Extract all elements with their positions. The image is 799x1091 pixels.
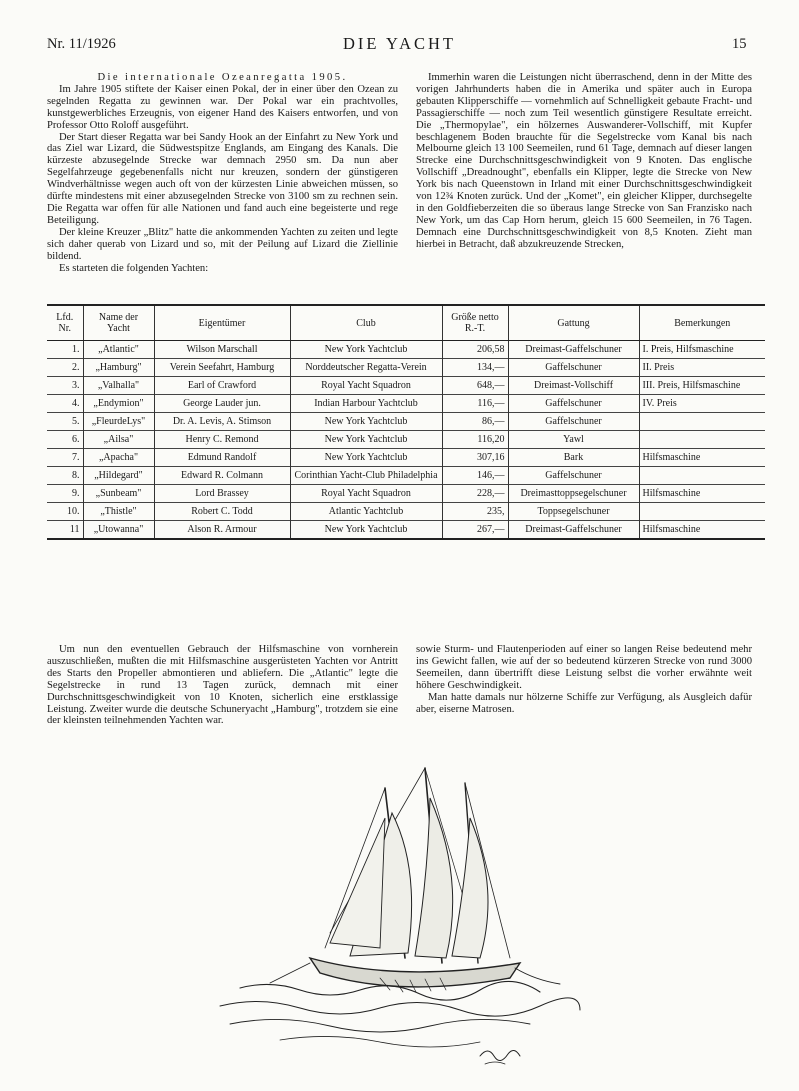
club-cell: New York Yachtclub [290, 341, 442, 359]
yacht-name-cell: „Utowanna" [83, 521, 154, 540]
yacht-name-cell: „Valhalla" [83, 377, 154, 395]
size-cell: 648,— [442, 377, 508, 395]
size-cell: 235, [442, 503, 508, 521]
size-cell: 206,58 [442, 341, 508, 359]
table-row [47, 485, 765, 503]
remarks-cell: II. Preis [639, 359, 765, 377]
yacht-name-cell: „Hamburg" [83, 359, 154, 377]
size-cell: 267,— [442, 521, 508, 540]
club-cell: New York Yachtclub [290, 521, 442, 540]
size-cell: 307,16 [442, 449, 508, 467]
row-nr-cell: 11 [69, 524, 80, 535]
owner-cell: Alson R. Armour [154, 521, 290, 540]
remarks-cell [639, 413, 765, 431]
club-cell: Atlantic Yachtclub [290, 503, 442, 521]
yacht-name-cell: „Atlantic" [83, 341, 154, 359]
owner-cell: Lord Brassey [154, 485, 290, 503]
yacht-name-cell: „Sunbeam" [83, 485, 154, 503]
remarks-cell: IV. Preis [639, 395, 765, 413]
page-number: 15 [732, 36, 747, 52]
table-row [47, 377, 765, 395]
club-cell: New York Yachtclub [290, 431, 442, 449]
size-cell: 116,20 [442, 431, 508, 449]
owner-cell: Edward R. Colmann [154, 467, 290, 485]
club-cell: Royal Yacht Squadron [290, 377, 442, 395]
owner-cell: Robert C. Todd [154, 503, 290, 521]
row-nr-cell: 8. [72, 470, 80, 481]
club-cell: Norddeutscher Regatta-Verein [290, 359, 442, 377]
club-cell: Indian Harbour Yachtclub [290, 395, 442, 413]
owner-cell: Dr. A. Levis, A. Stimson [154, 413, 290, 431]
paragraph: sowie Sturm- und Flautenperioden auf einer so langen Reise bedeutend mehr ins Gewicht fallen, wie auf der so bedeutend kürzeren Strecke von rund 3000 Seemeilen, dann übertrifft diese Leistung selbst die vorher erwähnte weit höhere Geschwindigkeit. [416, 644, 752, 691]
table-header-row [47, 305, 765, 341]
size-cell: 228,— [442, 485, 508, 503]
club-cell: Royal Yacht Squadron [290, 485, 442, 503]
header-type: Gattung [508, 305, 639, 341]
table-row [47, 503, 765, 521]
club-cell: Corinthian Yacht-Club Philadelphia [290, 467, 442, 485]
table-row [47, 341, 765, 359]
yacht-table [47, 304, 765, 540]
type-cell: Gaffelschuner [508, 395, 639, 413]
paragraph: Um nun den eventuellen Gebrauch der Hilfsmaschine von vornherein auszuschließen, mußten die mit Hilfsmaschine ausgerüsteten Yachten vor Antritt des Starts den Propeller abmontieren und abliefern. Die „Atlantic" legte die Segelstrecke in rund 13 Tagen zurück, demnach mit einer Durchschnittsgeschwindigkeit von 10 Knoten, sicherlich eine erstklassige Leistung. Zweiter wurde die deutsche Schuneryacht „Hamburg", trotzdem sie eine der kleinsten teilnehmenden Yachten war. [47, 644, 398, 727]
remarks-cell: III. Preis, Hilfsmaschine [639, 377, 765, 395]
schooner-sketch-icon [180, 758, 600, 1073]
paragraph: Der Start dieser Regatta war bei Sandy Hook an der Einfahrt zu New York und das Ziel war Lizard, die Südwestspitze Englands, am Eingang des Kanals. Die kürzeste abzusegelnde Strecke war demnach 2950 sm. Da nun aber Segelfahrzeuge gegebenenfalls nicht nur kreuzen, sondern der günstigeren Windverhältnisse wegen auch oft von der kürzesten Linie abweichen müssen, so dürfte mindestens mit einer abzusegelnden Strecke von 3100 sm zu rechnen sein. Die Regatta war offen für alle Nationen und fand auch eine begeisterte und rege Beteiligung. [47, 131, 398, 226]
owner-cell: Verein Seefahrt, Hamburg [154, 359, 290, 377]
table-row [47, 521, 765, 540]
right-column-top [416, 72, 752, 251]
paragraph: Man hatte damals nur hölzerne Schiffe zur Verfügung, als Ausgleich dafür aber, eiserne Matrosen. [416, 691, 752, 715]
owner-cell: Henry C. Remond [154, 431, 290, 449]
yacht-name-cell: „Endymion" [83, 395, 154, 413]
row-nr-cell: 3. [72, 380, 80, 391]
table-row [47, 359, 765, 377]
type-cell: Toppsegelschuner [508, 503, 639, 521]
yacht-name-cell: „Hildegard" [83, 467, 154, 485]
type-cell: Dreimasttoppsegelschuner [508, 485, 639, 503]
magazine-title: DIE YACHT [342, 34, 456, 53]
row-nr-cell: 1. [72, 344, 80, 355]
remarks-cell: Hilfsmaschine [639, 485, 765, 503]
paragraph: Der kleine Kreuzer „Blitz" hatte die ankommenden Yachten zu zeiten und legte sich daher querab von Lizard und so, mit der Peilung auf Lizard die Ziellinie bildend. [47, 226, 398, 262]
size-cell: 134,— [442, 359, 508, 377]
size-cell: 86,— [442, 413, 508, 431]
type-cell: Bark [508, 449, 639, 467]
row-nr-cell: 2. [72, 362, 80, 373]
table-row [47, 395, 765, 413]
remarks-cell [639, 431, 765, 449]
remarks-cell: Hilfsmaschine [639, 449, 765, 467]
table-row [47, 467, 765, 485]
left-column-top [47, 72, 398, 274]
type-cell: Gaffelschuner [508, 359, 639, 377]
table-row [47, 449, 765, 467]
header-club: Club [290, 305, 442, 341]
header-nr: Lfd. Nr. [47, 305, 83, 341]
row-nr-cell: 10. [67, 506, 80, 517]
row-nr-cell: 4. [72, 398, 80, 409]
row-nr-cell: 9. [72, 488, 80, 499]
remarks-cell [639, 467, 765, 485]
header-remarks: Bemerkungen [639, 305, 765, 341]
size-cell: 146,— [442, 467, 508, 485]
type-cell: Gaffelschuner [508, 413, 639, 431]
type-cell: Yawl [508, 431, 639, 449]
yacht-name-cell: „Thistle" [83, 503, 154, 521]
remarks-cell: I. Preis, Hilfsmaschine [639, 341, 765, 359]
type-cell: Dreimast-Gaffelschuner [508, 521, 639, 540]
paragraph: Im Jahre 1905 stiftete der Kaiser einen Pokal, der in einer über den Ozean zu segelnden Regatta zu gewinnen war. Der Pokal war ein prachtvolles, kunstgewerbliches Erzeugnis, von eigener Hand des Kaisers entworfen, und von Professor Otto Roloff ausgeführt. [47, 83, 398, 131]
owner-cell: Edmund Randolf [154, 449, 290, 467]
schooner-illustration [180, 758, 600, 1073]
left-column-bottom [47, 644, 398, 727]
table-row [47, 431, 765, 449]
row-nr-cell: 7. [72, 452, 80, 463]
row-nr-cell: 5. [72, 416, 80, 427]
yacht-name-cell: „Apacha" [83, 449, 154, 467]
club-cell: New York Yachtclub [290, 449, 442, 467]
type-cell: Gaffelschuner [508, 467, 639, 485]
type-cell: Dreimast-Vollschiff [508, 377, 639, 395]
remarks-cell: Hilfsmaschine [639, 521, 765, 540]
owner-cell: George Lauder jun. [154, 395, 290, 413]
yacht-name-cell: „Ailsa" [83, 431, 154, 449]
section-title: Die internationale Ozeanregatta 1905. [97, 72, 348, 83]
yacht-name-cell: „FleurdeLys" [83, 413, 154, 431]
paragraph: Immerhin waren die Leistungen nicht überraschend, denn in der Mitte des vorigen Jahrhunderts haben die in Amerika und später auch in Europa gebauten Klipperschiffe — vornehmlich auf Schnelligkeit gebaute Fracht- und Passagierschiffe — noch zum Teil wesentlich günstigere Resultate erreicht. Die „Thermopylae", ein hölzernes Auswanderer-Vollschiff, mit Kupfer beschlagenem Boden brauchte für die Segelstrecke vom Kanal bis nach Melbourne gleich 13 100 Seemeilen, rund 61 Tage, demnach auf dieser langen Strecke eine Durchschnittsgeschwindigkeit von 9 Knoten. Das englische Vollschiff „Dreadnought", ebenfalls ein Klipper, legte die Strecke von New York bis nach Queenstown in Irland mit einer Durchschnittsgeschwindigkeit von 12¾ Knoten zurück. Und der „Komet", ein gleicher Klipper, durchsegelte in den Goldfieberzeiten die so überaus lange Strecke von San Franzisko nach New York, um das Cap Horn herum, gleich 15 600 Seemeilen, in 76 Tagen. Demnach eine Durchschnittsgeschwindigkeit von 8,5 Knoten. Zieht man hierbei in Betracht, daß abzukreuzende Strecken, [416, 72, 752, 250]
type-cell: Dreimast-Gaffelschuner [508, 341, 639, 359]
owner-cell: Wilson Marschall [154, 341, 290, 359]
remarks-cell [639, 503, 765, 521]
paragraph: Es starteten die folgenden Yachten: [59, 262, 209, 274]
header-name: Name der Yacht [83, 305, 154, 341]
header-size: Größe netto R.-T. [442, 305, 508, 341]
size-cell: 116,— [442, 395, 508, 413]
header-owner: Eigentümer [154, 305, 290, 341]
issue-number: Nr. 11/1926 [47, 36, 116, 52]
club-cell: New York Yachtclub [290, 413, 442, 431]
table-row [47, 413, 765, 431]
row-nr-cell: 6. [72, 434, 80, 445]
owner-cell: Earl of Crawford [154, 377, 290, 395]
right-column-bottom [416, 644, 752, 715]
